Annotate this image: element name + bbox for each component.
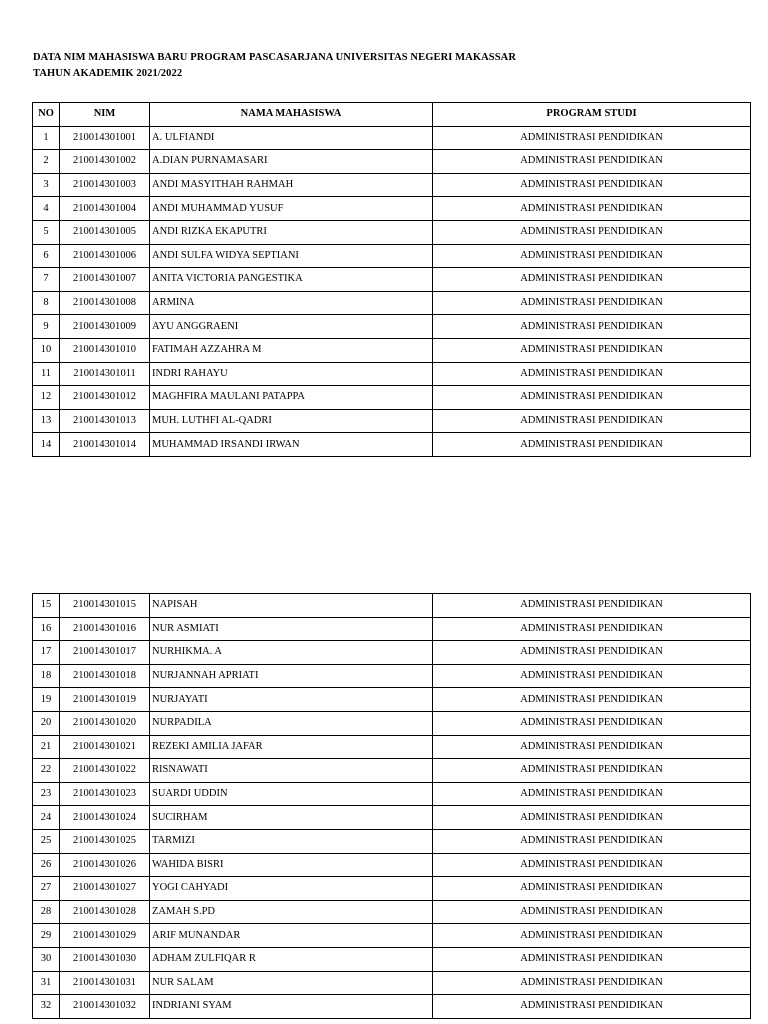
cell-no: 4	[33, 197, 60, 221]
cell-nim: 210014301003	[60, 173, 150, 197]
student-table-page-1	[32, 102, 751, 457]
cell-no: 7	[33, 268, 60, 292]
cell-no: 32	[33, 995, 60, 1019]
cell-nim: 210014301024	[60, 806, 150, 830]
cell-prodi: ADMINISTRASI PENDIDIKAN	[433, 924, 751, 948]
cell-nim: 210014301011	[60, 362, 150, 386]
cell-no: 1	[33, 126, 60, 150]
cell-prodi: ADMINISTRASI PENDIDIKAN	[433, 594, 751, 618]
cell-prodi: ADMINISTRASI PENDIDIKAN	[433, 409, 751, 433]
cell-nim: 210014301028	[60, 900, 150, 924]
cell-no: 18	[33, 664, 60, 688]
cell-nim: 210014301008	[60, 291, 150, 315]
cell-prodi: ADMINISTRASI PENDIDIKAN	[433, 173, 751, 197]
cell-no: 19	[33, 688, 60, 712]
table-row	[33, 806, 751, 830]
cell-nama: MUH. LUTHFI AL-QADRI	[150, 409, 433, 433]
cell-no: 13	[33, 409, 60, 433]
cell-no: 30	[33, 947, 60, 971]
cell-nama: ARIF MUNANDAR	[150, 924, 433, 948]
table-row	[33, 853, 751, 877]
table-row	[33, 711, 751, 735]
table-row	[33, 664, 751, 688]
cell-nama: NUR ASMIATI	[150, 617, 433, 641]
cell-nama: NURHIKMA. A	[150, 641, 433, 665]
cell-nim: 210014301004	[60, 197, 150, 221]
table-row	[33, 900, 751, 924]
cell-prodi: ADMINISTRASI PENDIDIKAN	[433, 735, 751, 759]
cell-no: 29	[33, 924, 60, 948]
cell-prodi: ADMINISTRASI PENDIDIKAN	[433, 315, 751, 339]
cell-prodi: ADMINISTRASI PENDIDIKAN	[433, 362, 751, 386]
cell-nim: 210014301022	[60, 759, 150, 783]
cell-no: 24	[33, 806, 60, 830]
cell-no: 27	[33, 877, 60, 901]
table-body-2	[33, 594, 751, 1019]
cell-no: 17	[33, 641, 60, 665]
cell-nama: WAHIDA BISRI	[150, 853, 433, 877]
cell-no: 14	[33, 433, 60, 457]
cell-nama: ADHAM ZULFIQAR R	[150, 947, 433, 971]
table-row	[33, 829, 751, 853]
cell-nama: MUHAMMAD IRSANDI IRWAN	[150, 433, 433, 457]
table-row	[33, 197, 751, 221]
cell-nim: 210014301017	[60, 641, 150, 665]
table-body-1	[33, 126, 751, 456]
table-row	[33, 782, 751, 806]
cell-prodi: ADMINISTRASI PENDIDIKAN	[433, 782, 751, 806]
cell-nim: 210014301031	[60, 971, 150, 995]
cell-no: 10	[33, 338, 60, 362]
cell-no: 25	[33, 829, 60, 853]
cell-nama: ANDI MUHAMMAD YUSUF	[150, 197, 433, 221]
table-row	[33, 268, 751, 292]
table-row	[33, 641, 751, 665]
cell-nim: 210014301009	[60, 315, 150, 339]
cell-nama: NURJANNAH APRIATI	[150, 664, 433, 688]
cell-prodi: ADMINISTRASI PENDIDIKAN	[433, 220, 751, 244]
title-line-2: TAHUN AKADEMIK 2021/2022	[33, 68, 183, 79]
table-row	[33, 150, 751, 174]
cell-prodi: ADMINISTRASI PENDIDIKAN	[433, 433, 751, 457]
cell-nim: 210014301013	[60, 409, 150, 433]
cell-no: 26	[33, 853, 60, 877]
cell-no: 22	[33, 759, 60, 783]
cell-nama: ARMINA	[150, 291, 433, 315]
cell-nama: FATIMAH AZZAHRA M	[150, 338, 433, 362]
cell-prodi: ADMINISTRASI PENDIDIKAN	[433, 995, 751, 1019]
cell-no: 15	[33, 594, 60, 618]
cell-no: 12	[33, 386, 60, 410]
cell-nim: 210014301005	[60, 220, 150, 244]
cell-nim: 210014301016	[60, 617, 150, 641]
cell-no: 6	[33, 244, 60, 268]
cell-prodi: ADMINISTRASI PENDIDIKAN	[433, 877, 751, 901]
cell-prodi: ADMINISTRASI PENDIDIKAN	[433, 617, 751, 641]
cell-no: 28	[33, 900, 60, 924]
table-row	[33, 362, 751, 386]
table-header-row	[33, 103, 751, 127]
cell-prodi: ADMINISTRASI PENDIDIKAN	[433, 244, 751, 268]
cell-prodi: ADMINISTRASI PENDIDIKAN	[433, 641, 751, 665]
table-row	[33, 594, 751, 618]
cell-nama: ANDI RIZKA EKAPUTRI	[150, 220, 433, 244]
cell-nim: 210014301012	[60, 386, 150, 410]
cell-prodi: ADMINISTRASI PENDIDIKAN	[433, 338, 751, 362]
cell-nama: ANITA VICTORIA PANGESTIKA	[150, 268, 433, 292]
cell-prodi: ADMINISTRASI PENDIDIKAN	[433, 853, 751, 877]
cell-prodi: ADMINISTRASI PENDIDIKAN	[433, 291, 751, 315]
cell-nama: INDRIANI SYAM	[150, 995, 433, 1019]
cell-prodi: ADMINISTRASI PENDIDIKAN	[433, 664, 751, 688]
cell-nama: TARMIZI	[150, 829, 433, 853]
cell-nim: 210014301002	[60, 150, 150, 174]
cell-prodi: ADMINISTRASI PENDIDIKAN	[433, 386, 751, 410]
cell-nama: ZAMAH S.PD	[150, 900, 433, 924]
document-title	[33, 50, 516, 82]
cell-nim: 210014301018	[60, 664, 150, 688]
table-row	[33, 433, 751, 457]
cell-nim: 210014301020	[60, 711, 150, 735]
cell-nama: NUR SALAM	[150, 971, 433, 995]
cell-nim: 210014301025	[60, 829, 150, 853]
header-no: NO	[33, 103, 60, 127]
cell-prodi: ADMINISTRASI PENDIDIKAN	[433, 150, 751, 174]
table-row	[33, 947, 751, 971]
cell-no: 11	[33, 362, 60, 386]
cell-nama: A.DIAN PURNAMASARI	[150, 150, 433, 174]
cell-nim: 210014301019	[60, 688, 150, 712]
header-nama: NAMA MAHASISWA	[150, 103, 433, 127]
table-row	[33, 220, 751, 244]
cell-no: 21	[33, 735, 60, 759]
cell-nama: SUCIRHAM	[150, 806, 433, 830]
cell-no: 5	[33, 220, 60, 244]
table-row	[33, 877, 751, 901]
cell-nama: RISNAWATI	[150, 759, 433, 783]
cell-nim: 210014301023	[60, 782, 150, 806]
cell-nama: MAGHFIRA MAULANI PATAPPA	[150, 386, 433, 410]
cell-prodi: ADMINISTRASI PENDIDIKAN	[433, 268, 751, 292]
cell-prodi: ADMINISTRASI PENDIDIKAN	[433, 829, 751, 853]
cell-no: 16	[33, 617, 60, 641]
cell-prodi: ADMINISTRASI PENDIDIKAN	[433, 759, 751, 783]
cell-nama: A. ULFIANDI	[150, 126, 433, 150]
table-row	[33, 995, 751, 1019]
cell-nama: REZEKI AMILIA JAFAR	[150, 735, 433, 759]
cell-prodi: ADMINISTRASI PENDIDIKAN	[433, 947, 751, 971]
table-row	[33, 924, 751, 948]
cell-no: 3	[33, 173, 60, 197]
cell-no: 9	[33, 315, 60, 339]
cell-nim: 210014301021	[60, 735, 150, 759]
cell-nim: 210014301030	[60, 947, 150, 971]
cell-nama: NURJAYATI	[150, 688, 433, 712]
cell-no: 20	[33, 711, 60, 735]
cell-prodi: ADMINISTRASI PENDIDIKAN	[433, 688, 751, 712]
table-row	[33, 759, 751, 783]
cell-nim: 210014301007	[60, 268, 150, 292]
header-nim: NIM	[60, 103, 150, 127]
cell-nama: NURPADILA	[150, 711, 433, 735]
cell-nim: 210014301010	[60, 338, 150, 362]
cell-prodi: ADMINISTRASI PENDIDIKAN	[433, 971, 751, 995]
cell-no: 8	[33, 291, 60, 315]
cell-no: 23	[33, 782, 60, 806]
table-row	[33, 244, 751, 268]
cell-nim: 210014301026	[60, 853, 150, 877]
header-prodi: PROGRAM STUDI	[433, 103, 751, 127]
cell-nama: INDRI RAHAYU	[150, 362, 433, 386]
cell-nim: 210014301014	[60, 433, 150, 457]
cell-prodi: ADMINISTRASI PENDIDIKAN	[433, 711, 751, 735]
table-row	[33, 386, 751, 410]
table-row	[33, 971, 751, 995]
cell-nim: 210014301029	[60, 924, 150, 948]
cell-nim: 210014301027	[60, 877, 150, 901]
cell-prodi: ADMINISTRASI PENDIDIKAN	[433, 806, 751, 830]
cell-nama: NAPISAH	[150, 594, 433, 618]
table-row	[33, 688, 751, 712]
cell-no: 31	[33, 971, 60, 995]
table-row	[33, 173, 751, 197]
cell-nama: AYU ANGGRAENI	[150, 315, 433, 339]
cell-prodi: ADMINISTRASI PENDIDIKAN	[433, 126, 751, 150]
cell-nim: 210014301032	[60, 995, 150, 1019]
cell-prodi: ADMINISTRASI PENDIDIKAN	[433, 900, 751, 924]
cell-nim: 210014301006	[60, 244, 150, 268]
table-row	[33, 735, 751, 759]
table-row	[33, 291, 751, 315]
cell-no: 2	[33, 150, 60, 174]
table-row	[33, 126, 751, 150]
cell-nim: 210014301001	[60, 126, 150, 150]
cell-nama: SUARDI UDDIN	[150, 782, 433, 806]
table-row	[33, 617, 751, 641]
table-row	[33, 338, 751, 362]
table-row	[33, 409, 751, 433]
cell-nama: ANDI MASYITHAH RAHMAH	[150, 173, 433, 197]
cell-prodi: ADMINISTRASI PENDIDIKAN	[433, 197, 751, 221]
title-line-1: DATA NIM MAHASISWA BARU PROGRAM PASCASARJANA UNIVERSITAS NEGERI MAKASSAR	[33, 52, 517, 63]
table-row	[33, 315, 751, 339]
student-table-page-2	[32, 593, 751, 1019]
cell-nama: YOGI CAHYADI	[150, 877, 433, 901]
cell-nim: 210014301015	[60, 594, 150, 618]
cell-nama: ANDI SULFA WIDYA SEPTIANI	[150, 244, 433, 268]
